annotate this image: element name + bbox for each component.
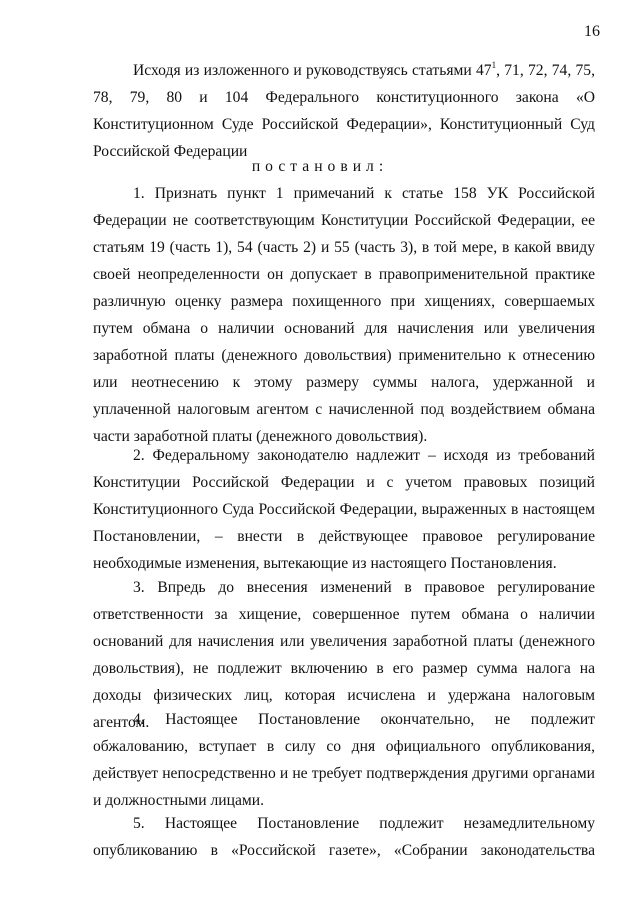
page-number: 16 [584, 23, 600, 40]
intro-text-end: , 71, 72, 74, 75, 78, 79, 80 и 104 Федерального конституционного закона «О Конституционном Суде Российской Федерации», Конституционный Суд Российской Федерации [93, 62, 595, 160]
resolution-paragraph-5: 5. Настоящее Постановление подлежит незамедлительному опубликованию в «Российской газете», «Собрании законодательства [93, 815, 595, 859]
intro-text-start: Исходя из изложенного и руководствуясь статьями 47 [133, 62, 492, 79]
intro-paragraph [93, 57, 595, 165]
resolution-paragraph-3: 3. Впредь до внесения изменений в правовое регулирование ответственности за хищение, совершенное путем обмана о наличии оснований для начисления или увеличения заработной платы (денежного довольствия), не подлежит включению в его размер сумма налога на доходы физических лиц, которая исчислена и удержана налоговым агентом. [93, 579, 595, 731]
resolution-paragraph-1: 1. Признать пункт 1 примечаний к статье 158 УК Российской Федерации не соответствующим Конституции Российской Федерации, ее статьям 19 (часть 1), 54 (часть 2) и 55 (часть 3), в той мере, в какой ввиду своей неопределенности он допускает в правоприменительной практике различную оценку размера похищенного при хищениях, совершаемых путем обмана о наличии оснований для начисления или увеличения заработной платы (денежного довольствия) применительно к отнесению или неотнесению к этому размеру суммы налога, удержанной и уплаченной налоговым агентом с начисленной под воздействием обмана части заработной платы (денежного довольствия). [93, 185, 595, 445]
resolution-paragraph-2: 2. Федеральному законодателю надлежит – исходя из требований Конституции Российской Федерации и с учетом правовых позиций Конституционного Суда Российской Федерации, выраженных в настоящем Постановлении, – внести в действующее правовое регулирование необходимые изменения, вытекающие из настоящего Постановления. [93, 447, 595, 572]
decision-heading: постановил: [251, 158, 389, 175]
article-superscript: 1 [491, 60, 497, 70]
resolution-paragraph-4: 4. Настоящее Постановление окончательно, не подлежит обжалованию, вступает в силу со дня официального опубликования, действует непосредственно и не требует подтверждения другими органами и должностными лицами. [93, 711, 595, 809]
